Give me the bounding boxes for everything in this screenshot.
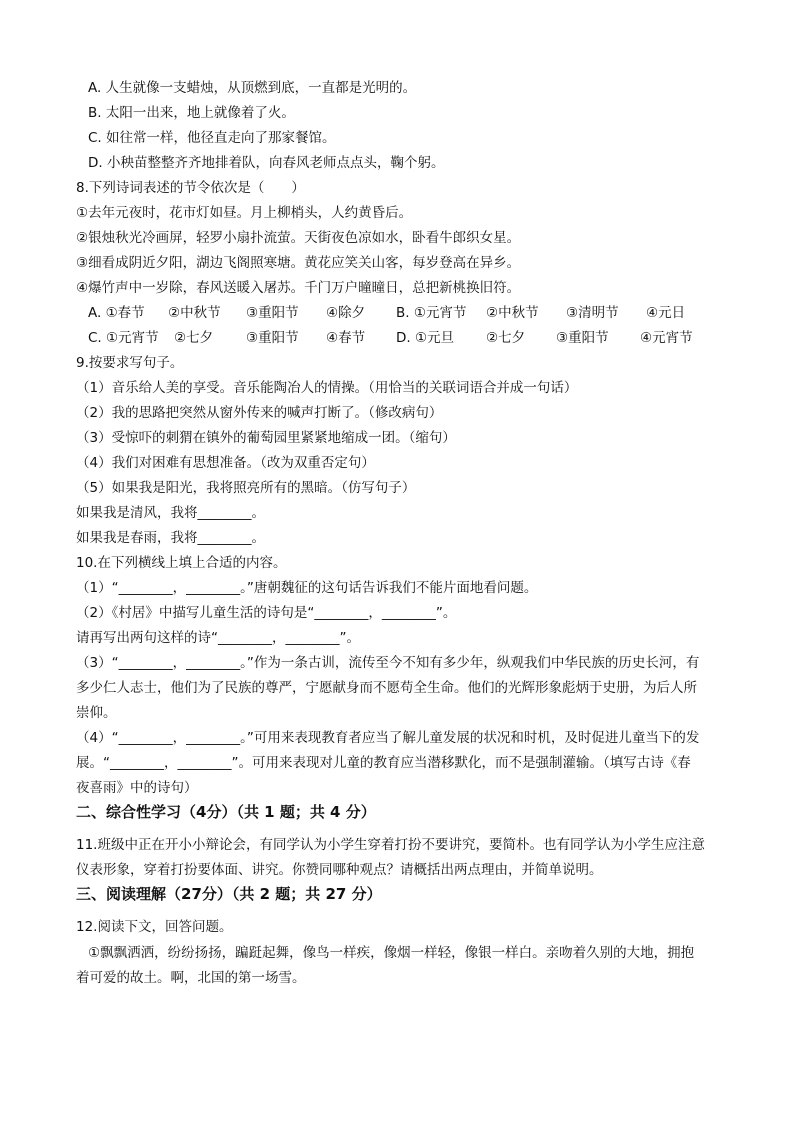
q8-poem-3: ③细看成阴近夕阳，湖边飞阁照寒塘。黄花应笑关山客，每岁登高在异乡。 [76, 255, 521, 271]
section-2-title: 二、综合性学习（4分）（共 1 题；共 4 分） [76, 803, 376, 821]
q8-stem: 8.下列诗词表述的节令依次是（ ） [76, 180, 305, 196]
q7-option-b: B. 太阳一出来，地上就像着了火。 [88, 105, 295, 121]
q10-line-2: （2）《村居》中描写儿童生活的诗句是“________，________”。 [76, 605, 457, 621]
q9-imitation-2: 如果我是春雨，我将________。 [76, 530, 265, 546]
section-3-title: 三、阅读理解（27分）（共 2 题；共 27 分） [76, 885, 382, 903]
q8-choice-text: ④元宵节 [640, 330, 693, 346]
q8-choice-text: ④元日 [646, 305, 686, 321]
q8-choice-text: D. ①元旦 [396, 330, 455, 346]
q9-imitation-1: 如果我是清风，我将________。 [76, 505, 265, 521]
q9-item-1: （1）音乐给人美的享受。音乐能陶冶人的情操。（用恰当的关联词语合并成一句话） [76, 380, 578, 396]
q8-choice-text: ②中秋节 [486, 305, 539, 321]
passage-line-1: ①飘飘洒洒，纷纷扬扬，蹁跹起舞，像鸟一样疾，像烟一样轻，像银一样白。亲吻着久别的大地，拥抱 [88, 945, 695, 961]
q7-option-c: C. 如往常一样，他径直走向了那家餐馆。 [88, 130, 336, 146]
q8-choices-row-2 [88, 329, 693, 347]
q12-stem: 12.阅读下文，回答问题。 [76, 919, 233, 935]
q9-item-3: （3）受惊吓的刺猬在镇外的葡萄园里紧紧地缩成一团。（缩句） [76, 430, 456, 446]
q7-option-a: A. 人生就像一支蜡烛，从顶燃到底，一直都是光明的。 [88, 80, 417, 96]
q8-choice-text: ②中秋节 [168, 305, 221, 321]
q10-line-5: 多少仁人志士，他们为了民族的尊严，宁愿献身而不愿苟全生命。他们的光辉形象彪炳于史册，为后人所 [76, 680, 697, 696]
q8-poem-4: ④爆竹声中一岁除，春风送暖入屠苏。千门万户曈曈日，总把新桃换旧符。 [76, 280, 521, 296]
q10-line-4: （3）“________，________。”作为一条古训，流传至今不知有多少年，纵观我们中华民族的历史长河，有 [76, 655, 700, 671]
q8-choice-text: C. ①元宵节 [88, 330, 159, 346]
q7-option-d: D. 小秧苗整整齐齐地排着队，向春风老师点点头，鞠个躬。 [88, 155, 445, 171]
q11-line-2: 仪表形象，穿着打扮要体面、讲究。你赞同哪种观点？请概括出两点理由，并简单说明。 [76, 862, 603, 878]
q11-line-1: 11.班级中正在开小小辩论会，有同学认为小学生穿着打扮不要讲究，要简朴。也有同学认为小学生应注意 [76, 837, 705, 853]
q8-choice-text: ③清明节 [566, 305, 619, 321]
q10-line-9: 夜喜雨》中的诗句） [76, 780, 198, 796]
q10-line-3: 请再写出两句这样的诗“________，________”。 [76, 630, 360, 646]
q9-item-2: （2）我的思路把突然从窗外传来的喊声打断了。（修改病句） [76, 405, 443, 421]
q9-item-4: （4）我们对困难有思想准备。（改为双重否定句） [76, 455, 375, 471]
q10-stem: 10.在下列横线上填上合适的内容。 [76, 555, 287, 571]
q10-line-7: （4）“________，________。”可用来表现教育者应当了解儿童发展的状况和时机，及时促进儿童当下的发 [76, 730, 700, 746]
q9-stem: 9.按要求写句子。 [76, 355, 184, 371]
q8-choice-text: A. ①春节 [88, 305, 145, 321]
q8-choice-text: ④春节 [326, 330, 366, 346]
q8-choice-text: ③重阳节 [246, 330, 299, 346]
q8-choice-text: ②七夕 [486, 330, 526, 346]
q8-choice-text: ③重阳节 [556, 330, 609, 346]
q10-line-1: （1）“________，________。”唐朝魏征的这句话告诉我们不能片面地看问题。 [76, 580, 538, 596]
q10-line-8: 展。“________，________”。可用来表现对儿童的教育应当潜移默化，而不是强制灌输。（填写古诗《春 [76, 755, 691, 771]
q8-choice-text: B. ①元宵节 [396, 305, 467, 321]
q8-choice-text: ②七夕 [174, 330, 214, 346]
passage-line-2: 着可爱的故土。啊，北国的第一场雪。 [76, 970, 306, 986]
q8-poem-2: ②银烛秋光冷画屏，轻罗小扇扑流萤。天街夜色凉如水，卧看牛郎织女星。 [76, 230, 521, 246]
q8-choices-row-1 [88, 304, 685, 322]
q10-line-6: 崇仰。 [76, 705, 117, 721]
q8-choice-text: ③重阳节 [246, 305, 299, 321]
q8-poem-1: ①去年元夜时，花市灯如昼。月上柳梢头，人约黄昏后。 [76, 205, 413, 221]
q9-item-5: （5）如果我是阳光，我将照亮所有的黑暗。（仿写句子） [76, 480, 416, 496]
q8-choice-text: ④除夕 [326, 305, 366, 321]
